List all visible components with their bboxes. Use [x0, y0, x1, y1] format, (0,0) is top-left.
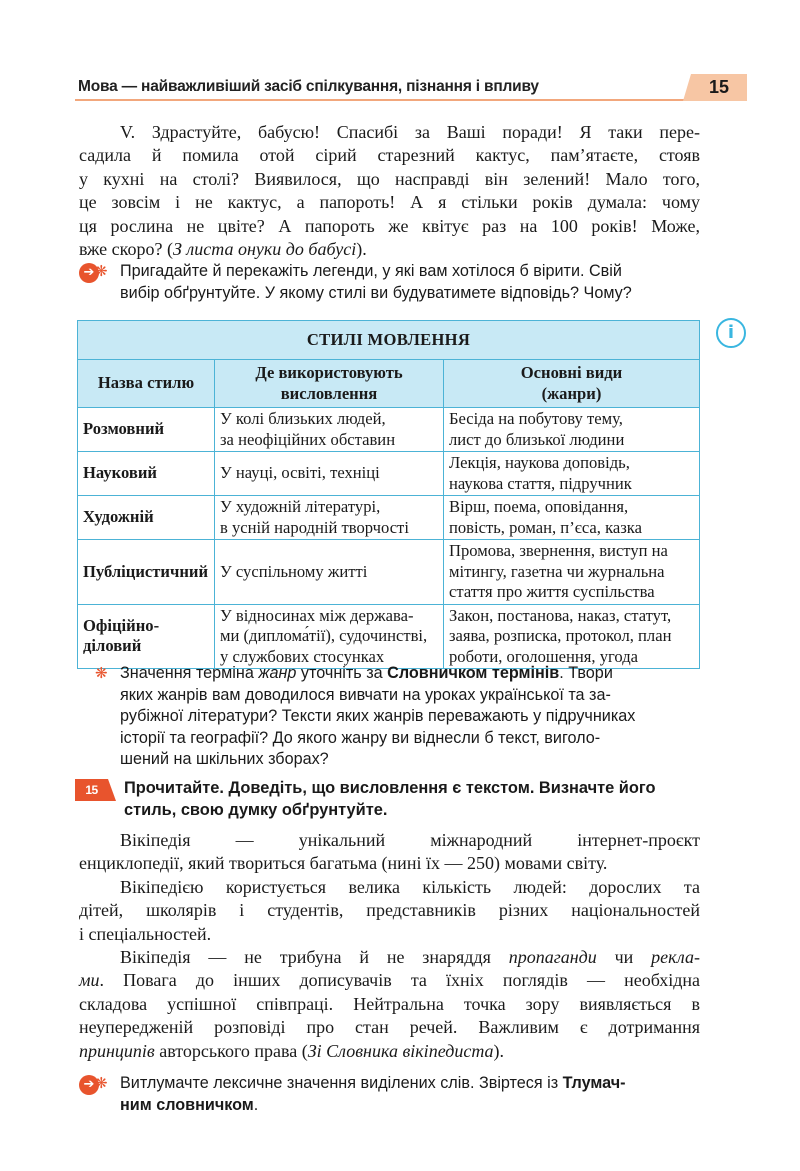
text-line: Пригадайте й перекажіть легенди, у які вам хотілося б вірити. Свій: [120, 262, 622, 280]
text-line: дітей, школярів і студентів, представників різних національностей: [79, 900, 700, 921]
text-fragment: уточніть за: [296, 664, 388, 682]
asterisk-icon: ❋: [95, 262, 108, 280]
speech-styles-table: [77, 320, 700, 669]
arrow-right-icon: ➔: [79, 1075, 99, 1095]
cell-line: У відносинах між держава-: [220, 605, 414, 625]
cell-line: наукова стаття, підручник: [449, 473, 632, 493]
header-text: Основні види: [520, 363, 623, 382]
dictionary-reference: Словничком термінів: [387, 664, 560, 682]
text-line: [79, 946, 700, 969]
cell-line: у службових стосунках: [220, 646, 385, 666]
genres-cell: [444, 408, 700, 452]
cell-line: ми (диплома́тії), судочинстві,: [220, 626, 428, 645]
cell-line: У суспільному житті: [220, 561, 368, 581]
exercise-instruction: [124, 778, 700, 821]
cell-line: Закон, постанова, наказ, статут,: [449, 605, 672, 625]
highlighted-word: принципів: [79, 1040, 155, 1061]
style-name: Публіцистичний: [78, 540, 215, 605]
style-name: Художній: [78, 496, 215, 540]
text-line: енциклопедії, який твориться багатьма (нині їх — 250) мовами світу.: [79, 853, 608, 874]
text-line: садила й помила отой сірий старезний кактус, пам’ятаєте, стояв: [79, 145, 700, 166]
usage-cell: [215, 496, 444, 540]
header-text: Де використовують: [255, 363, 403, 382]
cell-line: мітингу, газетна чи журнальна: [449, 561, 665, 581]
text-fragment: Значення терміна: [120, 664, 259, 682]
info-icon: i: [716, 318, 746, 348]
table-caption: СТИЛІ МОВЛЕННЯ: [78, 321, 700, 360]
cell-line: діловий: [83, 636, 142, 656]
text-line: [79, 1040, 700, 1063]
cell-line: Офіційно-: [83, 615, 160, 635]
text-line: і спеціальностей.: [79, 923, 212, 944]
text-fragment: . Повага до інших дописувачів та їхніх поглядів — необхідна: [99, 970, 700, 991]
column-header: [215, 360, 444, 408]
text-line: [79, 238, 700, 261]
text-line: складова успішної співпраці. Нейтральна точка зору виявляється в: [79, 993, 700, 1014]
cell-line: У науці, освіті, техніці: [220, 463, 380, 483]
cell-line: Промова, звернення, виступ на: [449, 541, 668, 560]
task-genres: [95, 663, 700, 771]
page-number: 15: [691, 74, 747, 101]
text-fragment: .: [253, 1095, 259, 1114]
text-fragment: Витлумачте лексичне значення виділених слів. Звіртеся із: [120, 1074, 563, 1092]
running-title: Мова — найважливіший засіб спілкування, пізнання і впливу: [78, 78, 539, 95]
table-row: [78, 604, 700, 669]
text-line: неупередженій розповіді про стан речей. Важливим є дотримання: [79, 1017, 700, 1038]
usage-cell: [215, 452, 444, 496]
text-fragment: ).: [356, 239, 367, 260]
cell-line: роботи, оголошення, угода: [449, 646, 639, 666]
cell-line: Бесіда на побутову тему,: [449, 409, 623, 428]
usage-cell: [215, 540, 444, 605]
text-line: [120, 1095, 700, 1117]
header-rule: [75, 99, 687, 101]
usage-cell: [215, 408, 444, 452]
cell-line: Лекція, наукова доповідь,: [449, 453, 630, 472]
text-line: рубіжної літератури? Тексти яких жанрів переважають у підручниках: [120, 707, 636, 725]
highlighted-word: ми: [79, 970, 100, 991]
text-fragment: вже скоро? (: [79, 239, 173, 260]
table-row: [78, 540, 700, 605]
text-fragment: авторського права (: [154, 1040, 308, 1061]
text-line: Вікіпедією користується велика кількість людей: дорослих та: [120, 877, 700, 897]
text-fragment: Вікіпедія — не трибуна й не знаряддя: [120, 947, 509, 967]
text-line: [120, 663, 700, 685]
task-vocabulary: [95, 1073, 700, 1116]
cell-line: лист до близької людини: [449, 429, 625, 449]
genres-cell: [444, 496, 700, 540]
text-line: стиль, свою думку обґрунтуйте.: [124, 800, 388, 819]
text-line: у кухні на столі? Виявилося, що насправді він зелений! Мало того,: [79, 168, 700, 189]
cell-line: У художній літературі,: [220, 497, 381, 516]
header-text: (жанри): [541, 383, 602, 403]
highlighted-word: пропаганди: [508, 947, 597, 967]
style-name: Науковий: [78, 452, 215, 496]
text-line: [79, 969, 700, 992]
text-fragment: ).: [493, 1040, 505, 1061]
header-text: висловлення: [280, 383, 378, 403]
header-text: Назва стилю: [97, 373, 195, 393]
cell-line: стаття про життя суспільства: [449, 582, 655, 601]
cell-line: в усній народній творчості: [220, 517, 409, 537]
column-header: [78, 360, 215, 408]
genres-cell: [444, 540, 700, 605]
wiki-source: Зі Словника вікіпедиста: [307, 1040, 494, 1061]
cell-line: У колі близьких людей,: [220, 409, 386, 428]
page-header: [75, 74, 747, 101]
style-name: [78, 604, 215, 669]
arrow-right-icon: ➔: [79, 263, 99, 283]
letter-source: З листа онуки до бабусі: [172, 239, 357, 260]
cell-line: Вірш, поема, оповідання,: [449, 497, 629, 516]
text-line: ця рослина не цвіте? А папороть же квітує раз на 100 років! Може,: [79, 215, 700, 236]
text-line: яких жанрів вам доводилося вивчати на уроках української та за-: [120, 685, 611, 704]
wiki-paragraph-1: [79, 829, 700, 876]
table-row: [78, 408, 700, 452]
dictionary-reference: ним словничком: [120, 1095, 254, 1114]
genres-cell: [444, 452, 700, 496]
text-line: вибір обґрунтуйте. У якому стилі ви будуватимете відповідь? Чому?: [120, 283, 632, 302]
text-line: історії та географії? До якого жанру ви віднесли б текст, виголо-: [120, 728, 601, 747]
text-line: шений на шкільних зборах?: [120, 750, 329, 768]
text-line: V. Здрастуйте, бабусю! Спасибі за Ваші поради! Я таки пере-: [120, 122, 700, 142]
column-header: [444, 360, 700, 408]
term-word: жанр: [258, 664, 297, 682]
exercise-number-badge: 15: [75, 779, 108, 801]
task-legends: [95, 261, 700, 304]
dictionary-reference: Тлумач-: [562, 1074, 626, 1092]
asterisk-icon: ❋: [95, 1074, 108, 1092]
text-line: Вікіпедія — унікальний міжнародний інтернет-проєкт: [120, 830, 700, 850]
text-fragment: чи: [596, 947, 652, 967]
text-line: це зовсім і не кактус, а папороть! А я стільки років думала: чому: [79, 192, 700, 213]
table-row: [78, 452, 700, 496]
cell-line: заява, розписка, протокол, план: [449, 626, 672, 645]
genres-cell: [444, 604, 700, 669]
usage-cell: [215, 604, 444, 669]
text-line: [120, 1073, 700, 1095]
highlighted-word: рекла-: [651, 947, 700, 967]
text-line: Прочитайте. Доведіть, що висловлення є текстом. Визначте його: [124, 779, 656, 797]
cell-line: повість, роман, п’єса, казка: [449, 517, 642, 537]
letter-paragraph: [79, 121, 700, 261]
wiki-paragraph-2: [79, 876, 700, 946]
asterisk-icon: ❋: [95, 664, 108, 682]
table-row: [78, 496, 700, 540]
cell-line: за неофіційних обставин: [220, 429, 396, 449]
wiki-paragraph-3: [79, 946, 700, 1063]
text-fragment: . Твори: [559, 664, 613, 682]
style-name: Розмовний: [78, 408, 215, 452]
